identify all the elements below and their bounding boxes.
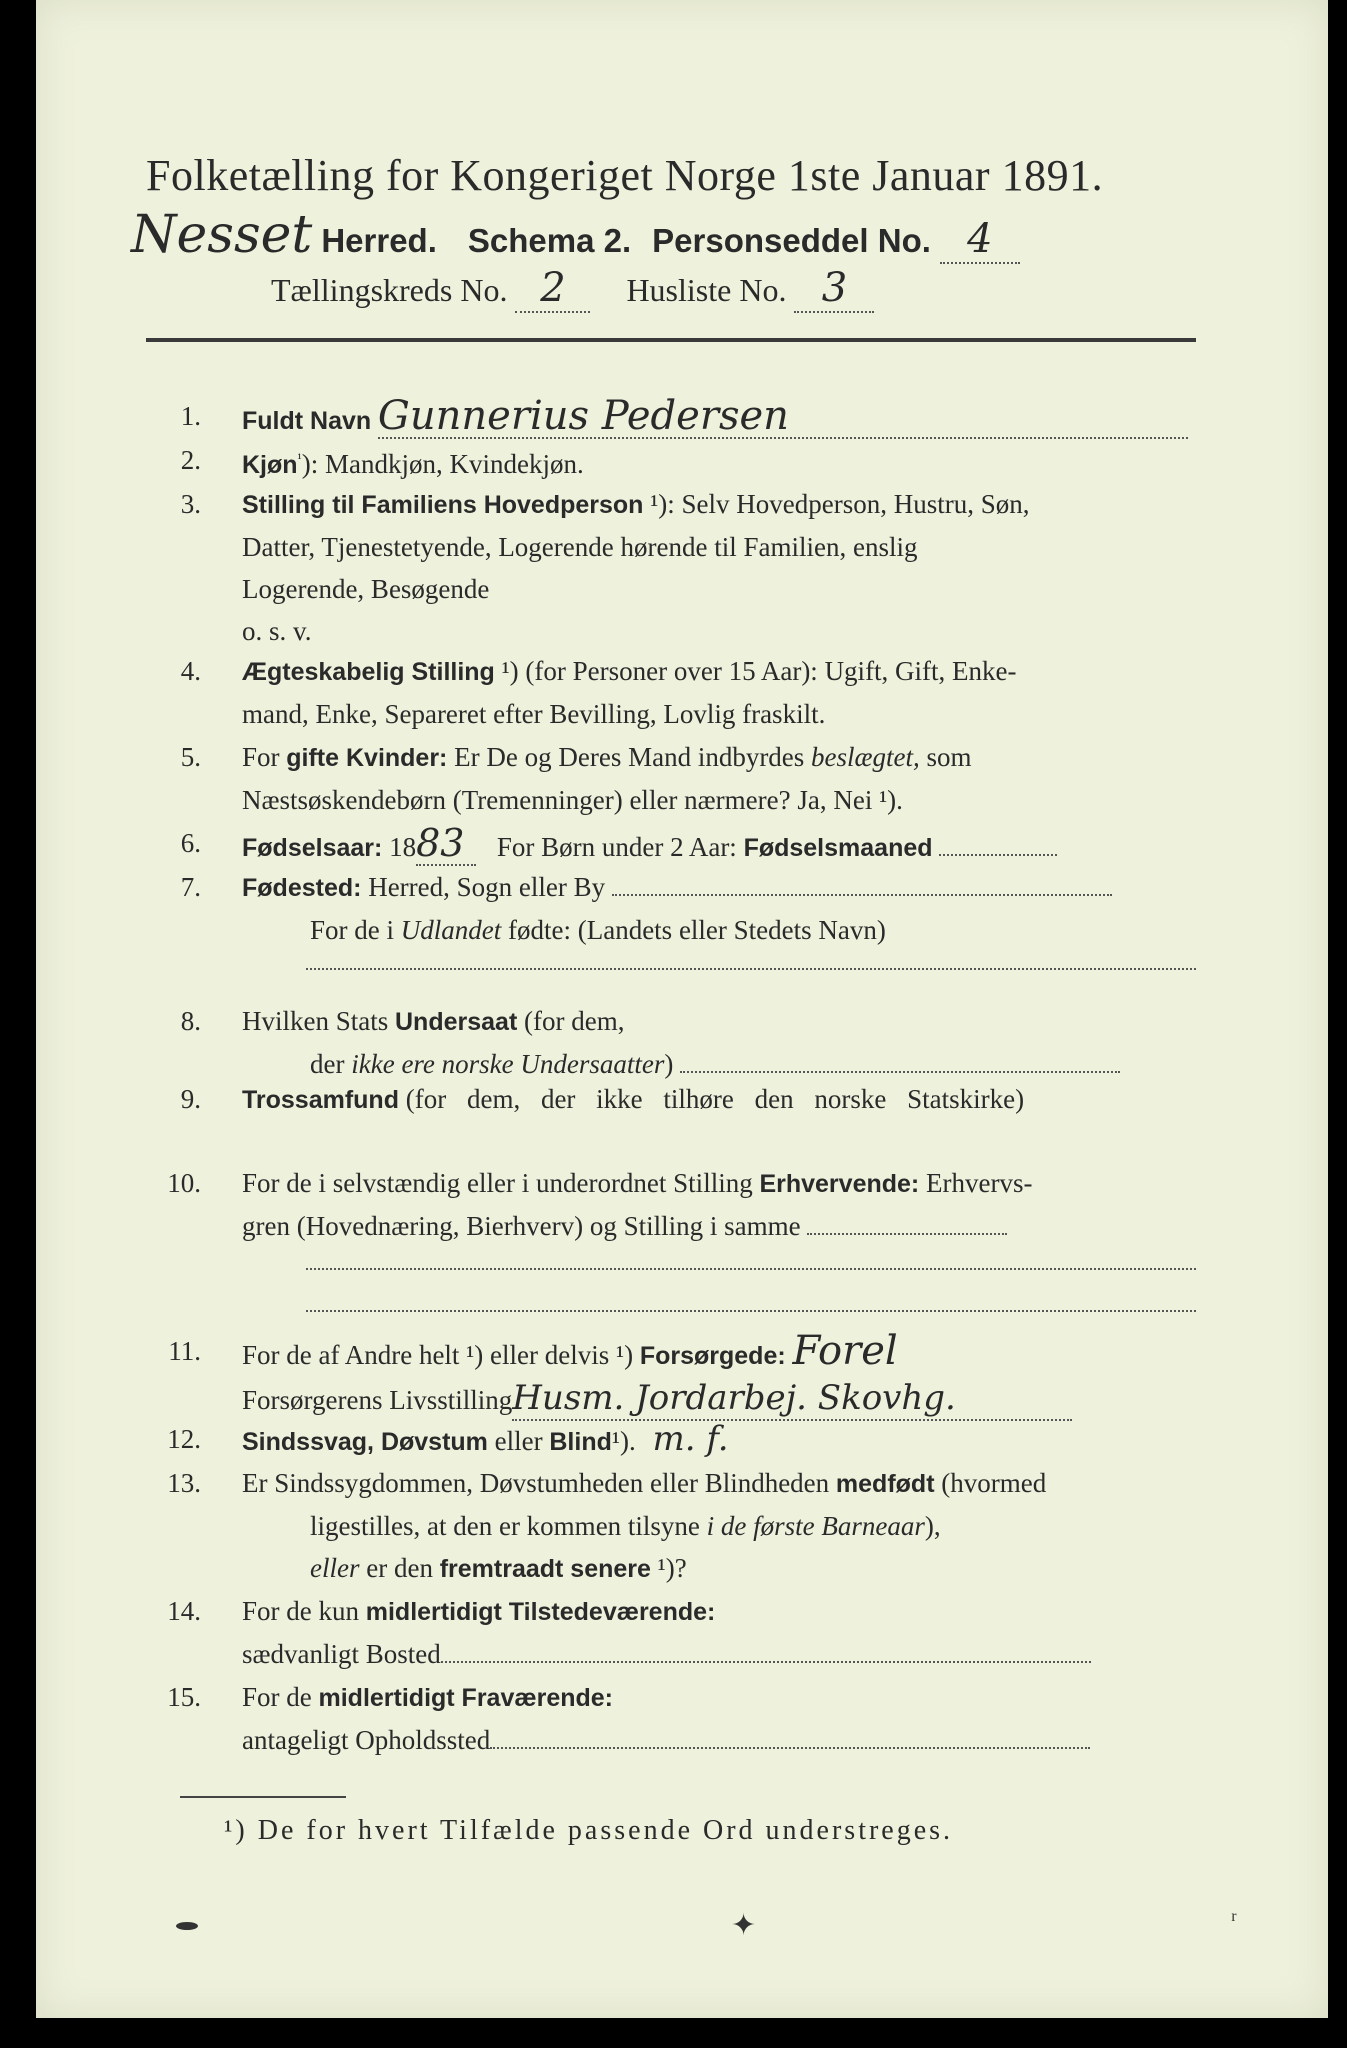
occupation-text-b: Erhvervs-	[926, 1168, 1033, 1198]
supported-label: Forsørgede:	[639, 1342, 786, 1370]
item-number: 4.	[180, 656, 201, 686]
married-women-question-2: Næstsøskendebørn (Tremenninger) eller nærmere? Ja, Nei ¹).	[242, 785, 903, 815]
congenital-text-2b: ),	[924, 1511, 941, 1541]
gender-options: ): Mandkjøn, Kvindekjøn.	[301, 449, 584, 479]
item-number: 14.	[167, 1596, 201, 1626]
acquired-later-label: fremtraadt senere	[439, 1555, 651, 1583]
blind-label: Blind	[549, 1428, 612, 1456]
disability-value: m. f.	[652, 1419, 729, 1459]
birth-month-blank	[939, 854, 1057, 856]
birthplace-extra-blank	[306, 968, 1196, 970]
citizenship-text-2: der	[310, 1049, 345, 1079]
usual-residence-blank	[441, 1661, 1091, 1663]
item-number: 9.	[180, 1084, 201, 1114]
supporter-occupation-value: Husm. Jordarbej. Skovhg.	[512, 1377, 1072, 1421]
census-form-page	[36, 0, 1328, 2018]
item-number: 1.	[180, 401, 201, 431]
footnote-mark: ¹	[297, 452, 302, 467]
ink-mark-tick: ʳ	[1231, 1905, 1237, 1934]
ink-mark	[176, 1922, 198, 1930]
probable-location-text: antageligt Opholdssted	[242, 1725, 491, 1755]
husliste-number: 3	[794, 265, 874, 313]
ink-mark-star: ✦	[731, 1909, 757, 1942]
citizenship-emphasis: ikke ere norske Undersaatter	[351, 1049, 665, 1079]
birth-year-prefix: 18	[389, 832, 417, 862]
occupation-text-2: gren (Hovednæring, Bierhverv) og Stilling i samme	[242, 1211, 801, 1241]
marital-status-options-1: ¹) (for Personer over 15 Aar): Ugift, Gift, Enke-	[501, 656, 1017, 686]
husliste-label: Husliste No.	[626, 272, 787, 308]
form-header-line	[131, 205, 1020, 265]
personseddel-number: 4	[940, 216, 1020, 264]
item-number: 3.	[180, 489, 201, 519]
occupation-text: For de i selvstændig eller i underordnet Stilling	[242, 1168, 753, 1198]
birthplace-label: Fødested:	[242, 874, 362, 902]
supported-value: Forel	[792, 1328, 898, 1374]
supporter-text: Forsørgerens Livsstilling	[242, 1385, 513, 1415]
item-number: 8.	[180, 1006, 201, 1036]
congenital-emphasis-2: eller	[310, 1553, 360, 1583]
birth-month-label: Fødselsmaaned	[743, 834, 933, 862]
citizenship-text-b: (for dem,	[524, 1006, 625, 1036]
birthplace-blank	[612, 894, 1112, 896]
occupation-blank	[807, 1233, 1007, 1235]
citizenship-blank	[680, 1071, 1120, 1073]
footnote-rule	[180, 1796, 346, 1798]
married-women-question-1: Er De og Deres Mand indbyrdes	[454, 742, 805, 772]
family-position-options-2: Datter, Tjenestetyende, Logerende hørende til Familien, enslig	[242, 532, 918, 562]
congenital-emphasis: i de første Barneaar	[706, 1511, 925, 1541]
disability-text-2: ¹).	[611, 1426, 636, 1456]
family-position-label: Stilling til Familiens Hovedperson	[242, 491, 644, 519]
congenital-text-b: (hvormed	[941, 1468, 1047, 1498]
item-number: 10.	[167, 1168, 201, 1198]
item-number: 7.	[180, 872, 201, 902]
religion-label: Trossamfund	[242, 1086, 399, 1114]
marital-status-options-2: mand, Enke, Separeret efter Bevilling, Lovlig fraskilt.	[242, 699, 826, 729]
congenital-text-3b: ¹)?	[657, 1553, 687, 1583]
footnote: ¹) De for hvert Tilfælde passende Ord understreges.	[224, 1815, 954, 1846]
citizenship-text-2b: )	[664, 1049, 674, 1079]
form-title: Folketælling for Kongeriget Norge 1ste Januar 1891.	[146, 151, 1104, 200]
disability-label: Sindssvag, Døvstum	[242, 1428, 488, 1456]
congenital-text-2: ligestilles, at den er kommen tilsyne	[310, 1511, 700, 1541]
congenital-text: Er Sindssygdommen, Døvstumheden eller Blindheden	[242, 1468, 830, 1498]
disability-text: eller	[494, 1426, 543, 1456]
full-name-value: Gunnerius Pedersen	[378, 395, 1188, 439]
item-number: 2.	[180, 445, 201, 475]
item-number: 6.	[180, 828, 201, 858]
probable-location-blank	[490, 1747, 1090, 1749]
family-position-options-3: Logerende, Besøgende	[242, 574, 490, 604]
full-name-label: Fuldt Navn	[242, 407, 372, 435]
supported-text: For de af Andre helt ¹) eller delvis ¹)	[242, 1340, 634, 1370]
married-women-emphasis: beslægtet,	[811, 742, 920, 772]
family-position-options-4: o. s. v.	[242, 616, 312, 646]
herred-label: Herred.	[321, 222, 437, 259]
married-women-pre: For	[242, 742, 280, 772]
temp-absent-label: midlertidigt Fraværende:	[318, 1684, 613, 1712]
kreds-line	[271, 265, 874, 313]
usual-residence-text: sædvanligt Bosted	[242, 1639, 441, 1669]
congenital-text-3: er den	[366, 1553, 433, 1583]
personseddel-label: Personseddel No.	[652, 222, 931, 259]
temp-present-label: midlertidigt Tilstedeværende:	[365, 1598, 716, 1626]
occupation-extra-blank-2	[306, 1310, 1196, 1312]
kreds-label: Tællingskreds No.	[271, 272, 508, 308]
religion-text: (for dem, der ikke tilhøre den norske Statskirke)	[405, 1084, 1025, 1114]
item-number: 5.	[180, 742, 201, 772]
gender-label: Kjøn	[242, 451, 298, 479]
temp-absent-text: For de	[242, 1682, 312, 1712]
abroad-emphasis: Udlandet	[400, 915, 502, 945]
citizenship-label: Undersaat	[395, 1008, 518, 1036]
kreds-number: 2	[515, 265, 590, 313]
abroad-text: For de i	[310, 915, 394, 945]
item-number: 11.	[168, 1336, 201, 1366]
item-number: 12.	[167, 1424, 201, 1454]
occupation-extra-blank-1	[306, 1268, 1196, 1270]
item-number: 13.	[167, 1468, 201, 1498]
birthplace-options: Herred, Sogn eller By	[368, 872, 606, 902]
herred-handwritten: Nesset	[131, 205, 313, 265]
family-position-options-1: ¹): Selv Hovedperson, Hustru, Søn,	[650, 489, 1030, 519]
birth-year-value: 83	[416, 822, 476, 866]
married-women-label: gifte Kvinder:	[286, 744, 448, 772]
birth-year-label: Fødselsaar:	[242, 834, 383, 862]
marital-status-label: Ægteskabelig Stilling	[242, 658, 495, 686]
temp-present-text: For de kun	[242, 1596, 359, 1626]
occupation-label: Erhvervende:	[759, 1170, 920, 1198]
header-rule	[146, 338, 1196, 342]
schema-label: Schema 2.	[467, 222, 632, 259]
married-women-question-1b: som	[926, 742, 972, 772]
citizenship-text: Hvilken Stats	[242, 1006, 389, 1036]
birth-month-text: For Børn under 2 Aar:	[496, 832, 737, 862]
abroad-text-b: fødte: (Landets eller Stedets Navn)	[508, 915, 886, 945]
congenital-label: medfødt	[835, 1470, 935, 1498]
item-number: 15.	[167, 1682, 201, 1712]
